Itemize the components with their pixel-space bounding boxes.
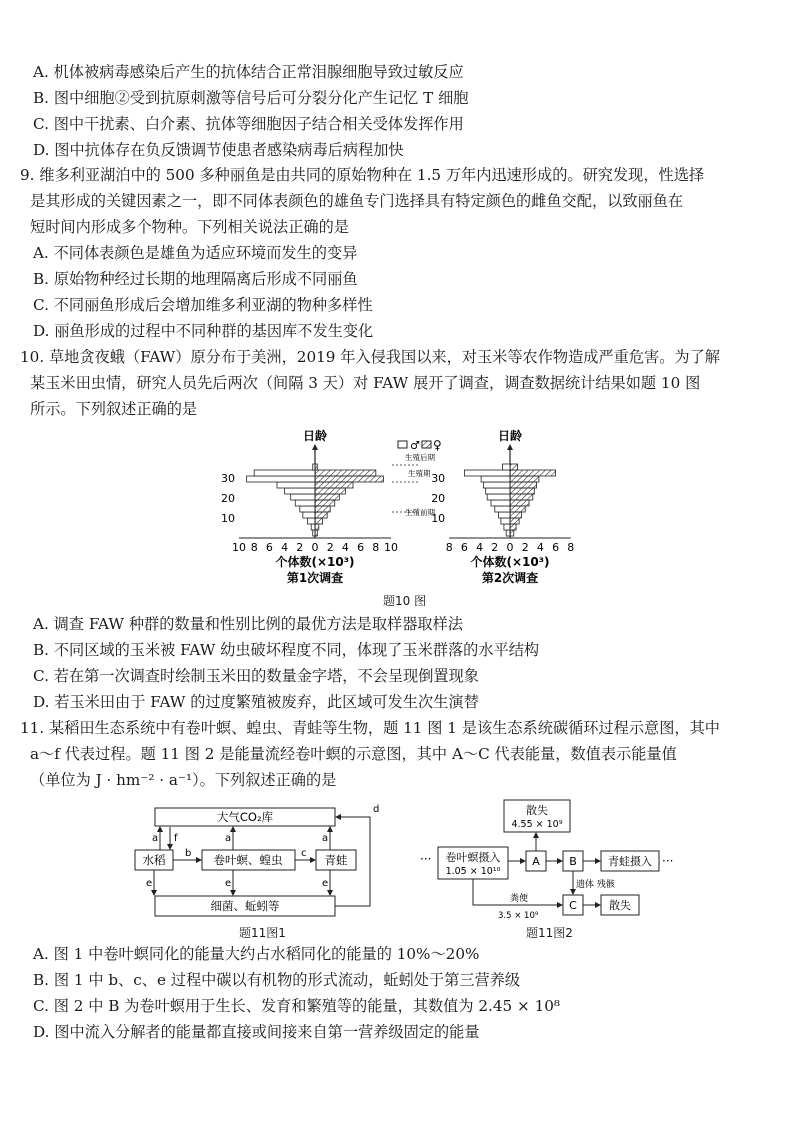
bar-female — [510, 476, 539, 482]
x-tick-label: 4 — [341, 541, 349, 554]
ellipsis-right: ··· — [662, 854, 674, 868]
x-tick-label: 8 — [445, 541, 453, 554]
intake-label: 卷叶螟摄入 — [445, 851, 501, 864]
x-tick-label: 4 — [536, 541, 544, 554]
feces-label: 粪便 — [510, 894, 529, 904]
q10-stem-1: 10. 草地贪夜蛾（FAW）原分布于美洲，2019 年入侵我国以来，对玉米等农作物造成严重危害。为了解 — [20, 348, 720, 366]
q11-option-d: D. 图中流入分解者的能量都直接或间接来自第一营养级固定的能量 — [33, 1023, 480, 1041]
bar-male — [295, 500, 315, 506]
y-tick-label: 30 — [431, 472, 446, 486]
label-e3: e — [322, 878, 329, 889]
bar-female — [510, 500, 529, 506]
feces-value: 3.5 × 10⁹ — [498, 911, 539, 921]
bar-female — [315, 488, 345, 494]
y-tick-label: 20 — [221, 492, 235, 506]
x-tick-label: 8 — [250, 541, 258, 554]
q11-figure-1 — [130, 800, 385, 922]
q9-stem-3: 短时间内形成多个物种。下列相关说法正确的是 — [30, 218, 349, 236]
bar-female — [315, 512, 327, 518]
bar-female — [315, 494, 339, 500]
bar-male — [291, 494, 315, 500]
q10-stem-2: 某玉米田虫情，研究人员先后两次（间隔 3 天）对 FAW 展开了调查，调查数据统计结果如题 10 图 — [30, 374, 701, 392]
x-tick-label: 8 — [372, 541, 380, 554]
bar-female — [510, 524, 516, 530]
bar-male — [300, 506, 315, 512]
x-tick-label: 6 — [552, 541, 560, 554]
q11-stem-2: a～f 代表过程。题 11 图 2 是能量流经卷叶螟的示意图，其中 A～C 代表能量，数值表示能量值 — [30, 745, 677, 763]
label-e1: e — [146, 878, 153, 889]
bar-male — [491, 500, 510, 506]
ellipsis-left: ··· — [420, 852, 432, 866]
q9-stem-2: 是其形成的关键因素之一，即不同体表颜色的雄鱼专门选择具有特定颜色的雌鱼交配，以致丽鱼在 — [30, 192, 684, 210]
q8-option-b: B. 图中细胞②受到抗原刺激等信号后可分裂分化产生记忆 T 细胞 — [33, 89, 469, 107]
bar-male — [285, 488, 315, 494]
label-b: b — [185, 848, 192, 859]
legend-female-swatch — [422, 441, 431, 448]
chart-title: 第2次调查 — [481, 571, 539, 585]
x-tick-label: 10 — [232, 541, 246, 554]
q9-option-b: B. 原始物种经过长期的地理隔离后形成不同丽鱼 — [33, 270, 358, 288]
bar-female — [315, 506, 330, 512]
label-c: c — [301, 848, 307, 859]
chart-title: 第1次调查 — [286, 571, 344, 585]
bar-male — [307, 518, 315, 524]
x-tick-label: 6 — [265, 541, 273, 554]
q11-stem-1: 11. 某稻田生态系统中有卷叶螟、蝗虫、青蛙等生物，题 11 图 1 是该生态系统碳循环过程示意图，其中 — [20, 719, 720, 737]
q11-option-a: A. 图 1 中卷叶螟同化的能量大约占水稻同化的能量的 10%～20% — [33, 945, 480, 963]
bar-female — [315, 500, 335, 506]
q10-stem-3: 所示。下列叙述正确的是 — [30, 400, 198, 418]
bar-female — [510, 494, 533, 500]
q8-option-a: A. 机体被病毒感染后产生的抗体结合正常泪腺细胞导致过敏反应 — [33, 63, 464, 81]
x-axis-label: 个体数(×10³) — [275, 555, 355, 569]
q10-caption: 题10 图 — [383, 594, 427, 608]
x-tick-label: 2 — [521, 541, 529, 554]
bar-female — [315, 482, 353, 488]
bar-male — [486, 488, 510, 494]
bar-male — [464, 470, 510, 476]
x-tick-label: 4 — [476, 541, 484, 554]
q11-stem-3: （单位为 J · hm⁻² · a⁻¹）。下列叙述正确的是 — [30, 771, 337, 789]
bar-female — [510, 506, 525, 512]
x-tick-label: 2 — [326, 541, 334, 554]
bar-female — [315, 464, 317, 470]
y-axis-arrow — [507, 444, 513, 450]
bar-female — [510, 512, 521, 518]
frog-intake-label: 青蛙摄入 — [608, 855, 652, 868]
bar-female — [315, 530, 317, 536]
bar-male — [303, 512, 315, 518]
x-tick-label: 4 — [281, 541, 289, 554]
bar-female — [510, 470, 556, 476]
bar-male — [506, 530, 510, 536]
bar-female — [510, 518, 519, 524]
q9-option-c: C. 不同丽鱼形成后会增加维多利亚湖的物种多样性 — [33, 296, 373, 314]
y-axis-label: 日龄 — [302, 429, 328, 443]
bar-female — [315, 518, 323, 524]
box-b-label: B — [569, 855, 577, 868]
stage-label-post: 生殖后期 — [405, 453, 435, 462]
q11-fig2-caption: 题11图2 — [526, 926, 573, 940]
x-axis-label: 个体数(×10³) — [470, 555, 550, 569]
bar-male — [499, 512, 510, 518]
label-a1: a — [152, 833, 159, 844]
bar-female — [315, 476, 383, 482]
bar-female — [510, 488, 534, 494]
remains-label: 遗体 残骸 — [576, 880, 615, 890]
stage-label-pre: 生殖前期 — [405, 508, 435, 517]
q11-fig1-caption: 题11图1 — [239, 926, 286, 940]
x-tick-label: 2 — [491, 541, 499, 554]
x-tick-label: 2 — [296, 541, 304, 554]
q8-option-d: D. 图中抗体存在负反馈调节使患者感染病毒后病程加快 — [33, 141, 404, 159]
x-tick-label: 8 — [567, 541, 575, 554]
frog-label: 青蛙 — [324, 853, 348, 867]
label-d: d — [373, 804, 380, 815]
q10-option-b: B. 不同区域的玉米被 FAW 幼虫破坏程度不同，体现了玉米群落的水平结构 — [33, 641, 540, 659]
box-c-label: C — [569, 899, 577, 912]
rice-label: 水稻 — [142, 853, 166, 867]
x-tick-label: 0 — [506, 541, 514, 554]
q9-option-d: D. 丽鱼形成的过程中不同种群的基因库不发生变化 — [33, 322, 374, 340]
bar-male — [481, 476, 510, 482]
decomposer-label: 细菌、蚯蚓等 — [210, 899, 280, 913]
q11-option-c: C. 图 2 中 B 为卷叶螟用于生长、发育和繁殖等的能量，其数值为 2.45 × 10⁸ — [33, 997, 560, 1015]
label-e2: e — [225, 878, 232, 889]
bar-male — [501, 518, 510, 524]
y-tick-label: 10 — [221, 512, 235, 526]
y-tick-label: 30 — [221, 472, 235, 486]
intake-value: 1.05 × 10¹⁰ — [445, 866, 501, 877]
x-tick-label: 0 — [311, 541, 319, 554]
y-tick-label: 20 — [431, 492, 446, 506]
q10-option-d: D. 若玉米田由于 FAW 的过度繁殖被废弃，此区域可发生次生演替 — [33, 693, 479, 711]
bar-male — [502, 464, 510, 470]
bar-female — [510, 482, 537, 488]
q10-option-a: A. 调查 FAW 种群的数量和性别比例的最优方法是取样器取样法 — [33, 615, 463, 633]
bar-male — [247, 476, 315, 482]
legend-male-swatch — [398, 441, 407, 448]
x-tick-label: 6 — [357, 541, 365, 554]
bar-female — [315, 470, 376, 476]
bar-male — [277, 482, 315, 488]
loss-top-value: 4.55 × 10⁹ — [511, 819, 563, 830]
bar-female — [510, 464, 518, 470]
x-tick-label: 10 — [384, 541, 398, 554]
pyramid-survey-2 — [431, 428, 574, 585]
label-a3: a — [322, 833, 329, 844]
loss-top-label: 散失 — [526, 804, 548, 817]
legend-female-label: ♀ — [433, 438, 442, 452]
y-axis-arrow — [312, 444, 318, 450]
x-tick-label: 6 — [460, 541, 468, 554]
bar-female — [510, 530, 514, 536]
atmosphere-label: 大气CO₂库 — [216, 810, 274, 824]
loss-right-label: 散失 — [609, 899, 631, 912]
insects-label: 卷叶螟、蝗虫 — [213, 853, 283, 867]
q10-figure — [221, 428, 600, 598]
pyramid-survey-1 — [221, 428, 398, 585]
bar-male — [254, 470, 315, 476]
legend-male-label: ♂ — [410, 439, 420, 452]
q10-option-c: C. 若在第一次调查时绘制玉米田的数量金字塔，不会呈现倒置现象 — [33, 667, 479, 685]
stage-label-repro: 生殖期 — [408, 469, 431, 478]
y-axis-label: 日龄 — [497, 429, 523, 443]
q11-figure-2 — [418, 795, 688, 923]
bar-female — [315, 524, 319, 530]
label-f: f — [174, 833, 178, 844]
bar-male — [483, 482, 510, 488]
q9-stem-1: 9. 维多利亚湖泊中的 500 多种丽鱼是由共同的原始物种在 1.5 万年内迅速形成的。研究发现，性选择 — [20, 166, 705, 184]
q8-option-c: C. 图中干扰素、白介素、抗体等细胞因子结合相关受体发挥作用 — [33, 115, 464, 133]
label-a2: a — [225, 833, 232, 844]
y-tick-label: 10 — [431, 512, 446, 526]
box-a-label: A — [532, 855, 540, 868]
bar-male — [504, 524, 510, 530]
bar-male — [311, 524, 315, 530]
q9-option-a: A. 不同体表颜色是雄鱼为适应环境而发生的变异 — [33, 244, 358, 262]
q11-option-b: B. 图 1 中 b、c、e 过程中碳以有机物的形式流动，蚯蚓处于第三营养级 — [33, 971, 521, 989]
bar-male — [495, 506, 510, 512]
bar-male — [487, 494, 510, 500]
